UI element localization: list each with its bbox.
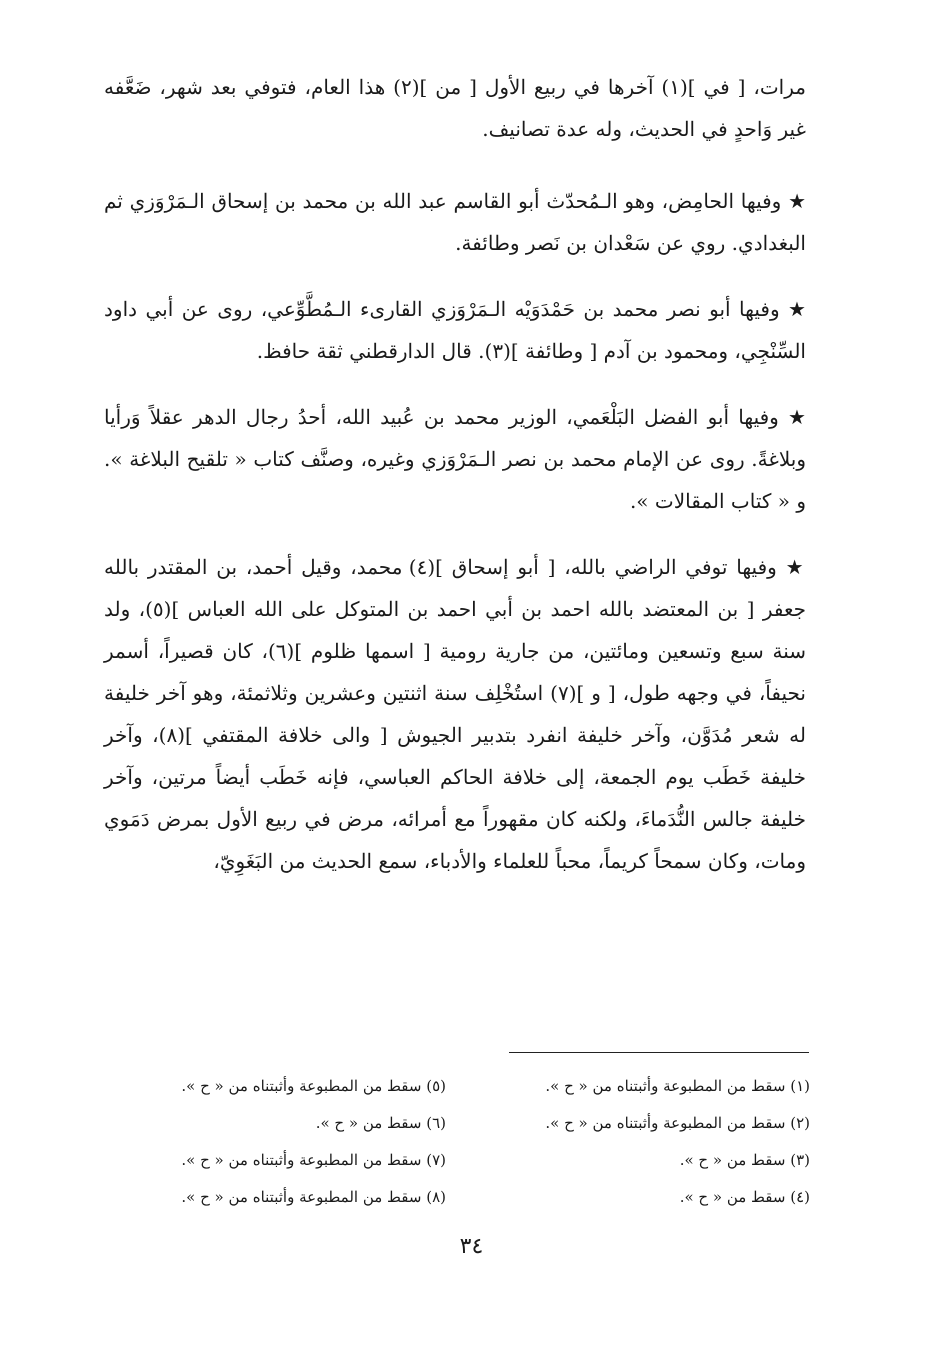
paragraph-continuation: مرات، [ في ](١) آخرها في ربيع الأول [ من ](٢) هذا العام، فتوفي بعد شهر، ضَعَّفه غير وَاحدٍ في الحديث، وله عدة تصانيف. (104, 75, 806, 141)
footnote-6: (٦) سقط من « ح ». (315, 1114, 446, 1132)
paragraph-al-radi-billah: ★ وفيها توفي الراضي بالله، [ أبو إسحاق ](٤) محمد، وقيل أحمد، بن المقتدر بالله جعفر [ بن المعتضد بالله احمد بن أبي احمد بن المتوكل على الله العباس ](٥)، ولد سنة سبع وتسعين ومائتين، من جارية رومية [ اسمها ظلوم ](٦)، كان قصيراً، أسمر نحيفاً، في وجهه طول، [ و ](٧) استُخْلِف سنة اثنتين وعشرين وثلاثمئة، وهو آخر خليفة له شعر مُدَوَّن، وآخر خليفة انفرد بتدبير الجيوش [ والى خلافة المقتفي ](٨)، وآخر خليفة خَطَب يوم الجمعة، إلى خلافة الحاكم العباسي، فإنه خَطَب أيضاً مرتين، وآخر خليفة جالس النُّدَماءَ، ولكنه كان مقهوراً مع أمرائه، مرض في ربيع الأول بمرض دَمَوي ومات، وكان سمحاً كريماً، محباً للعلماء والأدباء، سمع الحديث من البَغَوِيّ، (104, 555, 807, 873)
footnotes (130, 1068, 810, 1218)
footnote-1: (١) سقط من المطبوعة وأثبتناه من « ح ». (545, 1077, 810, 1095)
paragraph-al-hamid: ★ وفيها الحامِض، وهو الـمُحدّث أبو القاسم عبد الله بن محمد بن إسحاق الـمَرْوَزي ثم البغدادي. روي عن سَعْدان بن نَصر وطائفة. (104, 189, 806, 255)
footnote-3: (٣) سقط من « ح ». (679, 1151, 810, 1169)
main-text (104, 66, 806, 906)
footnote-4: (٤) سقط من « ح ». (679, 1188, 810, 1206)
page-number: ٣٤ (459, 1234, 484, 1259)
footnote-5: (٥) سقط من المطبوعة وأثبتناه من « ح ». (181, 1077, 446, 1095)
footnotes-column-left (116, 1068, 446, 1216)
paragraph-al-balami: ★ وفيها أبو الفضل البَلْعَمي، الوزير محمد بن عُبيد الله، أحدُ رجال الدهر عقلاً وَرأيا وبلاغةً. روى عن الإمام محمد بن نصر الـمَرْوَزي وغيره، وصنَّف كتاب « تلقيح البلاغة ». و « كتاب المقالات ». (104, 405, 806, 513)
paragraph-abu-nasr: ★ وفيها أبو نصر محمد بن حَمْدَوَيْه الـمَرْوَزي القارىء الـمُطَّوِّعي، روى عن أبي داود السِّنْجِي، ومحمود بن آدم [ وطائفة ](٣). قال الدارقطني ثقة حافظ. (104, 297, 806, 363)
footnote-7: (٧) سقط من المطبوعة وأثبتناه من « ح ». (181, 1151, 446, 1169)
footnote-divider (509, 1052, 809, 1053)
footnote-2: (٢) سقط من المطبوعة وأثبتناه من « ح ». (545, 1114, 810, 1132)
footnote-8: (٨) سقط من المطبوعة وأثبتناه من « ح ». (181, 1188, 446, 1206)
footnotes-column-right (480, 1068, 810, 1216)
